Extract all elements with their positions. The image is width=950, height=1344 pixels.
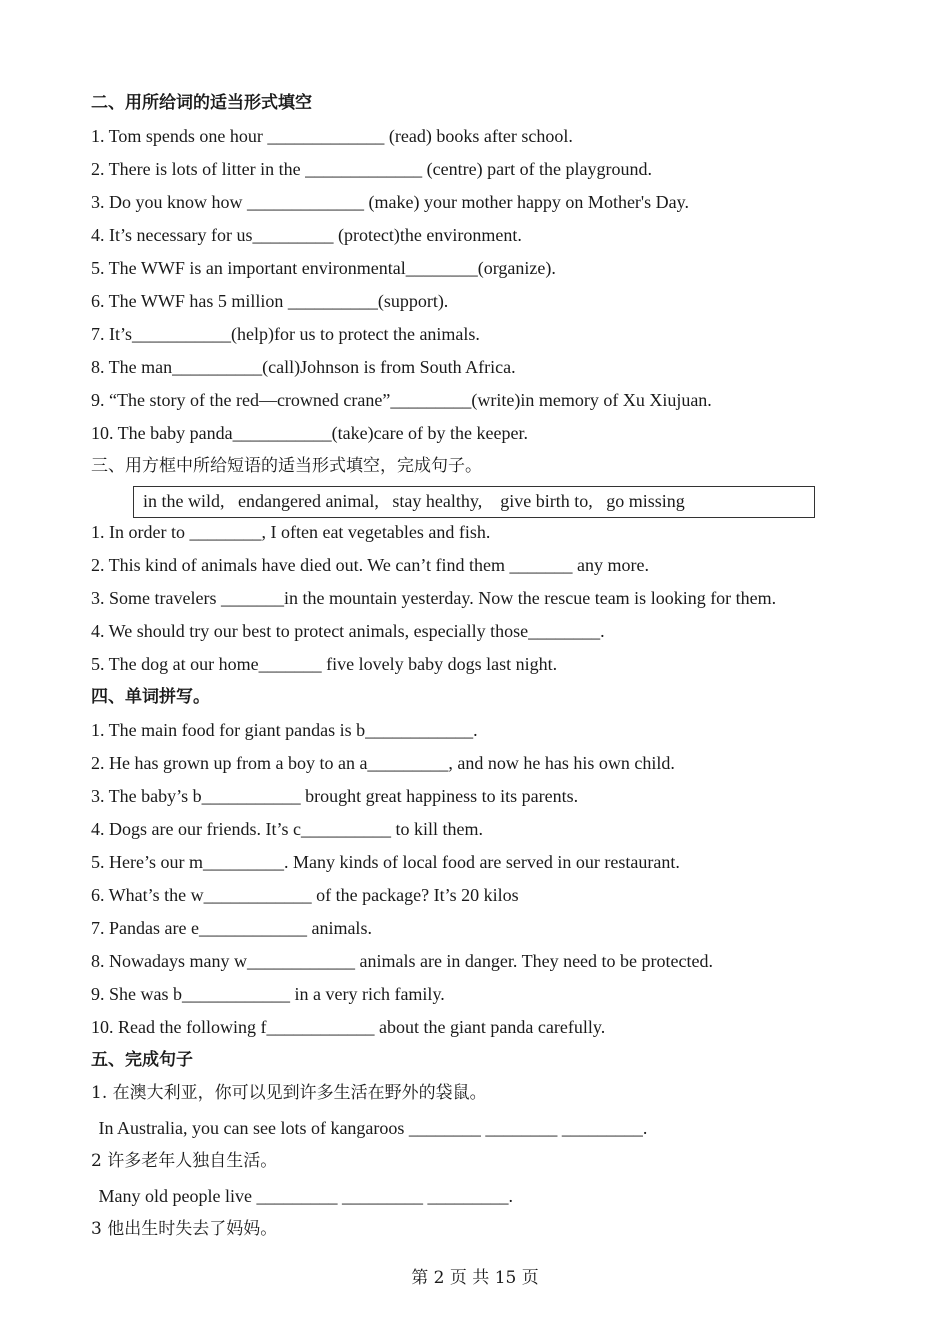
- s4-item-2: 2. He has grown up from a boy to an a_________, and now he has his own child.: [91, 753, 675, 773]
- s4-item-3: 3. The baby’s b___________ brought great happiness to its parents.: [91, 786, 579, 806]
- s2-item-8: 8. The man__________(call)Johnson is from South Africa.: [91, 357, 516, 377]
- s4-item-6: 6. What’s the w____________ of the package? It’s 20 kilos: [91, 885, 519, 905]
- s5-item-2-en: Many old people live _________ _________ _________.: [94, 1186, 513, 1206]
- s4-item-8: 8. Nowadays many w____________ animals are in danger. They need to be protected.: [91, 951, 714, 971]
- s2-item-2: 2. There is lots of litter in the _____________ (centre) part of the playground.: [91, 159, 653, 179]
- s3-item-5: 5. The dog at our home_______ five lovely baby dogs last night.: [91, 654, 558, 674]
- s2-item-3: 3. Do you know how _____________ (make) your mother happy on Mother's Day.: [91, 192, 689, 212]
- page-footer: 第 2 页 共 15 页: [411, 1268, 539, 1288]
- s5-item-1-en: In Australia, you can see lots of kangaroos ________ ________ _________.: [94, 1118, 648, 1138]
- section-3-heading: 三、用方框中所给短语的适当形式填空，完成句子。: [91, 456, 482, 476]
- s3-item-2: 2. This kind of animals have died out. We can’t find them _______ any more.: [91, 555, 649, 575]
- s5-item-3-cn: 3 他出生时失去了妈妈。: [91, 1219, 278, 1239]
- s2-item-1: 1. Tom spends one hour _____________ (read) books after school.: [91, 126, 573, 146]
- s4-item-1: 1. The main food for giant pandas is b____________.: [91, 720, 478, 740]
- s5-item-1-cn: 1. 在澳大利亚，你可以见到许多生活在野外的袋鼠。: [91, 1083, 487, 1103]
- s3-item-4: 4. We should try our best to protect animals, especially those________.: [91, 621, 605, 641]
- s4-item-4: 4. Dogs are our friends. It’s c__________ to kill them.: [91, 819, 483, 839]
- s4-item-5: 5. Here’s our m_________. Many kinds of local food are served in our restaurant.: [91, 852, 680, 872]
- s2-item-10: 10. The baby panda___________(take)care of by the keeper.: [91, 423, 529, 443]
- s3-item-1: 1. In order to ________, I often eat vegetables and fish.: [91, 522, 491, 542]
- phrase-box-text: in the wild, endangered animal, stay healthy, give birth to, go missing: [143, 491, 685, 511]
- s2-item-4: 4. It’s necessary for us_________ (protect)the environment.: [91, 225, 522, 245]
- section-2-heading: 二、用所给词的适当形式填空: [91, 93, 312, 113]
- s2-item-5: 5. The WWF is an important environmental________(organize).: [91, 258, 556, 278]
- section-4-heading: 四、单词拼写。: [91, 687, 210, 707]
- s2-item-7: 7. It’s___________(help)for us to protect the animals.: [91, 324, 480, 344]
- s4-item-7: 7. Pandas are e____________ animals.: [91, 918, 372, 938]
- s5-item-2-cn: 2 许多老年人独自生活。: [91, 1151, 278, 1171]
- s4-item-9: 9. She was b____________ in a very rich family.: [91, 984, 445, 1004]
- section-5-heading: 五、完成句子: [91, 1050, 193, 1070]
- s2-item-6: 6. The WWF has 5 million __________(support).: [91, 291, 449, 311]
- s4-item-10: 10. Read the following f____________ about the giant panda carefully.: [91, 1017, 606, 1037]
- phrase-box: [133, 486, 815, 518]
- s3-item-3: 3. Some travelers _______in the mountain yesterday. Now the rescue team is looking for them.: [91, 588, 777, 608]
- s2-item-9: 9. “The story of the red—crowned crane”_________(write)in memory of Xu Xiujuan.: [91, 390, 712, 410]
